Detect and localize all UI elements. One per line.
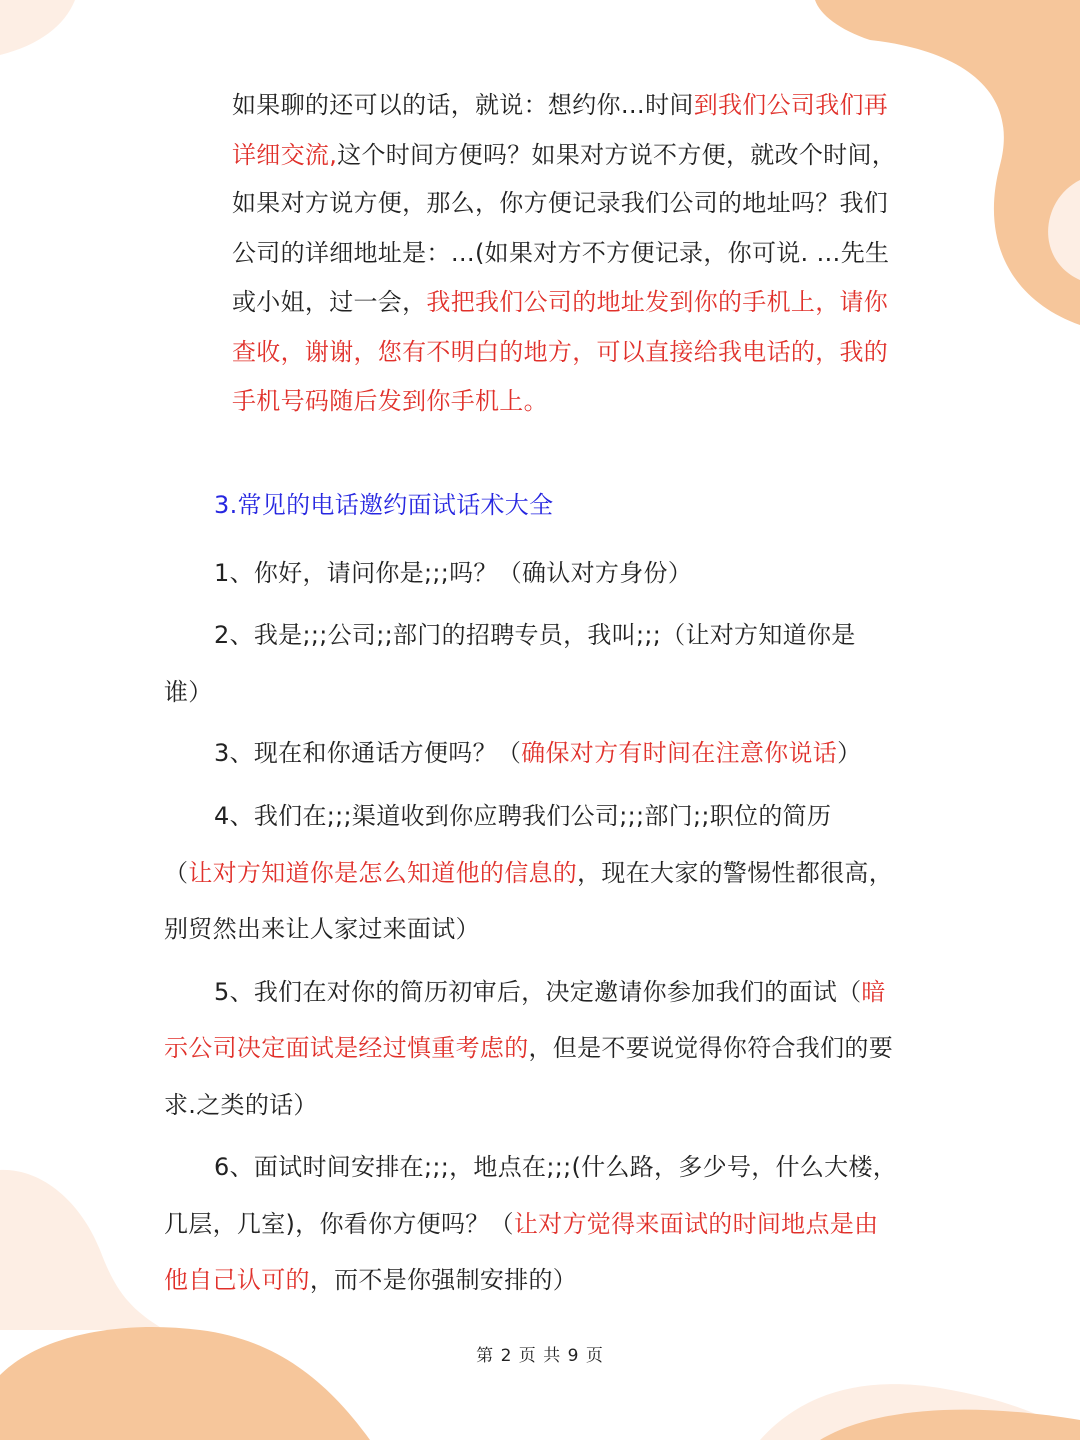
item-3	[214, 738, 861, 768]
intro-line-7: 手机号码随后发到你手机上。	[232, 387, 548, 415]
section-heading: 3.常见的电话邀约面试话术大全	[214, 491, 554, 519]
text-run: ，但是不要说觉得你符合我们的要	[528, 1034, 893, 1062]
item-5-line-3: 求.之类的话）	[164, 1091, 318, 1119]
item-2-line-2: 谁）	[164, 678, 213, 706]
page-footer: 第 2 页 共 9 页	[476, 1346, 604, 1366]
highlight-text: 详细交流,	[232, 141, 338, 169]
highlight-text: 到我们公司我们再	[693, 91, 889, 119]
item-6-line-3	[164, 1265, 577, 1295]
text-run: 3、现在和你通话方便吗？（	[214, 739, 522, 767]
intro-line-5	[232, 287, 888, 317]
intro-line-3: 如果对方说方便，那么，你方便记录我们公司的地址吗？我们	[232, 189, 889, 217]
item-4-line-2	[164, 858, 893, 888]
item-5-line-2	[164, 1033, 893, 1063]
text-run: 几层，几室)，你看你方便吗？（	[164, 1210, 514, 1238]
text-run: （	[164, 859, 189, 887]
highlight-text: 示公司决定面试是经过慎重考虑的	[164, 1034, 529, 1062]
highlight-text: 他自己认可的	[164, 1266, 310, 1294]
intro-line-2	[232, 140, 896, 170]
text-run: ，现在大家的警惕性都很高，	[577, 859, 894, 887]
item-1: 1、你好，请问你是;;;吗？（确认对方身份）	[214, 559, 693, 587]
text-run: ，而不是你强制安排的）	[309, 1266, 578, 1294]
text-run: 或小姐，过一会，	[232, 288, 427, 316]
highlight-text: 让对方觉得来面试的时间地点是由	[513, 1210, 879, 1238]
item-5-line-1	[214, 977, 886, 1007]
item-2-line-1: 2、我是;;;公司;;部门的招聘专员，我叫;;;（让对方知道你是	[214, 621, 856, 649]
highlight-text: 确保对方有时间在注意你说话	[521, 739, 838, 767]
text-run: 5、我们在对你的简历初审后，决定邀请你参加我们的面试（	[214, 978, 862, 1006]
item-4-line-3: 别贸然出来让人家过来面试）	[164, 915, 480, 943]
item-6-line-1: 6、面试时间安排在;;;，地点在;;;(什么路，多少号，什么大楼，	[214, 1153, 898, 1181]
item-6-line-2	[164, 1209, 878, 1239]
item-4-line-1: 4、我们在;;;渠道收到你应聘我们公司;;;部门;;职位的简历	[214, 802, 832, 830]
highlight-text: 让对方知道你是怎么知道他的信息的	[188, 859, 578, 887]
text-run: 这个时间方便吗？如果对方说不方便，就改个时间，	[337, 141, 897, 169]
intro-line-6: 查收，谢谢，您有不明白的地方，可以直接给我电话的，我的	[232, 338, 889, 366]
text-run: ）	[837, 739, 862, 767]
text-run: 如果聊的还可以的话，就说：想约你…时间	[232, 91, 694, 119]
intro-line-4: 公司的详细地址是：…(如果对方不方便记录，你可说. …先生	[232, 239, 890, 267]
intro-line-1	[232, 90, 888, 120]
highlight-text: 暗	[861, 978, 886, 1006]
highlight-text: 我把我们公司的地址发到你的手机上，请你	[426, 288, 889, 316]
